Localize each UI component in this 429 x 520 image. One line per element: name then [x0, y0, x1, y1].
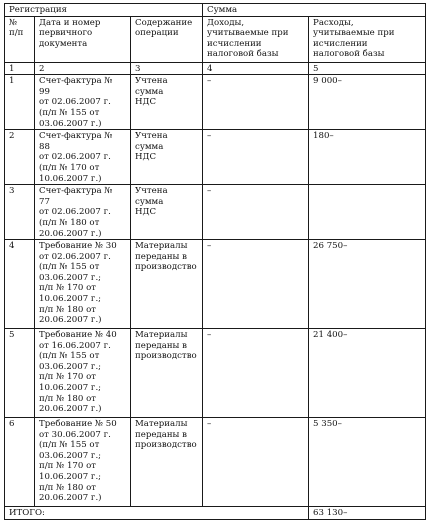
table-row — [5, 240, 426, 329]
row-no: 6 — [5, 418, 35, 507]
col-number: 4 — [203, 62, 309, 75]
row-income: – — [203, 418, 309, 507]
col-content-header: Содержание операции — [131, 16, 203, 62]
row-income: – — [203, 75, 309, 130]
row-expense: 5 350– — [309, 418, 426, 507]
col-number: 5 — [309, 62, 426, 75]
header-group-row — [5, 4, 426, 17]
col-expense-header: Расходы, учитываемые при исчислении налоговой базы — [309, 16, 426, 62]
col-number: 3 — [131, 62, 203, 75]
row-document: Счет-фактура № 99 от 02.06.2007 г. (п/п № 155 от 03.06.2007 г.) — [35, 75, 131, 130]
table-row — [5, 130, 426, 185]
table-row — [5, 418, 426, 507]
col-income-header: Доходы, учитываемые при исчислении налоговой базы — [203, 16, 309, 62]
row-expense: 26 750– — [309, 240, 426, 329]
row-income: – — [203, 130, 309, 185]
row-content: Учтена сумма НДС — [131, 75, 203, 130]
row-income: – — [203, 240, 309, 329]
row-document: Требование № 50 от 30.06.2007 г. (п/п № 155 от 03.06.2007 г.; п/п № 170 от 10.06.2007 г.; п/п № 180 от 20.06.2007 г.) — [35, 418, 131, 507]
row-document: Требование № 30 от 02.06.2007 г. (п/п № 155 от 03.06.2007 г.; п/п № 170 от 10.06.2007 г.; п/п № 180 от 20.06.2007 г.) — [35, 240, 131, 329]
total-expense: 63 130– — [309, 507, 426, 520]
row-no: 1 — [5, 75, 35, 130]
row-expense: 21 400– — [309, 329, 426, 418]
total-label: ИТОГО: — [5, 507, 309, 520]
row-document: Требование № 40 от 16.06.2007 г. (п/п № 155 от 03.06.2007 г.; п/п № 170 от 10.06.2007 г.; п/п № 180 от 20.06.2007 г.) — [35, 329, 131, 418]
table-row — [5, 75, 426, 130]
row-expense: 9 000– — [309, 75, 426, 130]
col-number: 1 — [5, 62, 35, 75]
row-content: Учтена сумма НДС — [131, 130, 203, 185]
expense-ledger-table — [4, 3, 426, 520]
table-row — [5, 185, 426, 240]
row-no: 2 — [5, 130, 35, 185]
row-no: 3 — [5, 185, 35, 240]
column-number-row — [5, 62, 426, 75]
column-header-row — [5, 16, 426, 62]
row-content: Материалы переданы в производство — [131, 240, 203, 329]
col-number: 2 — [35, 62, 131, 75]
col-no-header: № п/п — [5, 16, 35, 62]
table-row — [5, 329, 426, 418]
row-income: – — [203, 329, 309, 418]
row-content: Учтена сумма НДС — [131, 185, 203, 240]
row-no: 5 — [5, 329, 35, 418]
row-expense — [309, 185, 426, 240]
col-document-header: Дата и номер первичного документа — [35, 16, 131, 62]
row-document: Счет-фактура № 77 от 02.06.2007 г. (п/п № 180 от 20.06.2007 г.) — [35, 185, 131, 240]
sum-header: Сумма — [203, 4, 426, 17]
row-document: Счет-фактура № 88 от 02.06.2007 г. (п/п № 170 от 10.06.2007 г.) — [35, 130, 131, 185]
row-no: 4 — [5, 240, 35, 329]
total-row — [5, 507, 426, 520]
row-content: Материалы переданы в производство — [131, 329, 203, 418]
row-content: Материалы переданы в производство — [131, 418, 203, 507]
registration-header: Регистрация — [5, 4, 203, 17]
row-income: – — [203, 185, 309, 240]
row-expense: 180– — [309, 130, 426, 185]
